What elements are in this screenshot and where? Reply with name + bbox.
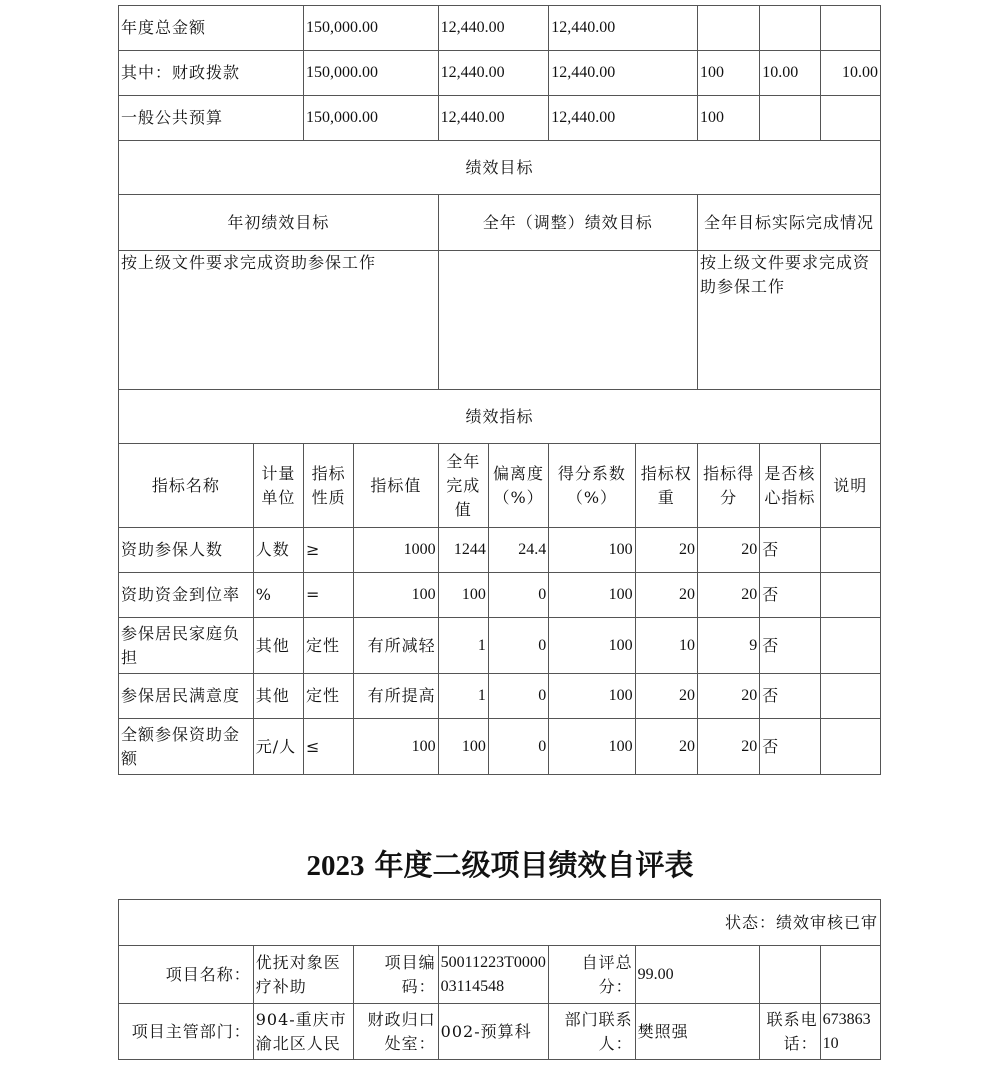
indicator-value: 100: [354, 573, 438, 618]
indicator-unit: %: [253, 573, 303, 618]
table-row: [119, 719, 881, 775]
table-row: [119, 573, 881, 618]
indicator-note: [820, 674, 880, 719]
funding-weight: 10.00: [760, 51, 820, 96]
table-row: [119, 618, 881, 674]
header-score: 指标得分: [697, 444, 759, 528]
indicator-name: 资助资金到位率: [119, 573, 254, 618]
finance-label: 财政归口处室：: [354, 1004, 438, 1060]
indicator-unit: 其他: [253, 674, 303, 719]
status-label: 状态：绩效审核已审: [119, 900, 881, 946]
empty-cell: [760, 946, 820, 1004]
indicator-note: [820, 573, 880, 618]
indicator-nature: ≥: [303, 528, 353, 573]
indicator-weight: 20: [635, 719, 697, 775]
indicator-nature: =: [303, 573, 353, 618]
indicator-coef: 100: [549, 719, 635, 775]
project-code-value: 50011223T000003114548: [438, 946, 549, 1004]
indicator-name: 参保居民满意度: [119, 674, 254, 719]
funding-label: 年度总金额: [119, 6, 304, 51]
phone-value: 67386310: [820, 1004, 880, 1060]
funding-annual: 150,000.00: [303, 96, 438, 141]
indicator-deviation: 0: [488, 618, 548, 674]
funding-annual: 150,000.00: [303, 6, 438, 51]
funding-executed: 12,440.00: [549, 96, 698, 141]
title-year: 2023: [306, 850, 365, 882]
funding-row: [119, 51, 881, 96]
header-coef: 得分系数（%）: [549, 444, 635, 528]
header-indicator-name: 指标名称: [119, 444, 254, 528]
funding-rate: 100: [697, 51, 759, 96]
indicator-deviation: 0: [488, 719, 548, 775]
indicator-name: 参保居民家庭负担: [119, 618, 254, 674]
indicator-unit: 元/人: [253, 719, 303, 775]
indicator-score: 20: [697, 573, 759, 618]
indicator-core: 否: [760, 528, 820, 573]
dept-label: 项目主管部门：: [119, 1004, 254, 1060]
contact-value: 樊照强: [635, 1004, 760, 1060]
funding-row: [119, 96, 881, 141]
indicator-name: 资助参保人数: [119, 528, 254, 573]
funding-score: [820, 6, 880, 51]
indicator-score: 20: [697, 719, 759, 775]
indicator-value: 100: [354, 719, 438, 775]
indicator-weight: 20: [635, 573, 697, 618]
funding-executed: 12,440.00: [549, 6, 698, 51]
funding-annual: 150,000.00: [303, 51, 438, 96]
goals-section-title: 绩效目标: [119, 141, 881, 195]
project-code-label: 项目编码：: [354, 946, 438, 1004]
indicator-note: [820, 528, 880, 573]
indicator-coef: 100: [549, 674, 635, 719]
goals-adjusted-text: [438, 251, 697, 390]
funding-label: 其中：财政拨款: [119, 51, 304, 96]
funding-row: [119, 6, 881, 51]
goals-initial-text: 按上级文件要求完成资助参保工作: [119, 251, 439, 390]
goals-initial-header: 年初绩效目标: [119, 195, 439, 251]
indicator-nature: 定性: [303, 618, 353, 674]
indicator-completed: 1: [438, 618, 488, 674]
indicator-core: 否: [760, 618, 820, 674]
funding-executed: 12,440.00: [549, 51, 698, 96]
indicator-completed: 1: [438, 674, 488, 719]
header-weight: 指标权重: [635, 444, 697, 528]
indicator-deviation: 24.4: [488, 528, 548, 573]
finance-value: 002-预算科: [438, 1004, 549, 1060]
indicators-section-title: 绩效指标: [119, 390, 881, 444]
indicator-unit: 其他: [253, 618, 303, 674]
dept-value: 904-重庆市渝北区人民: [253, 1004, 354, 1060]
indicator-score: 9: [697, 618, 759, 674]
table-row: [119, 674, 881, 719]
project-name-value: 优抚对象医疗补助: [253, 946, 354, 1004]
indicator-value: 有所提高: [354, 674, 438, 719]
header-unit: 计量单位: [253, 444, 303, 528]
funding-adjusted: 12,440.00: [438, 51, 549, 96]
indicator-nature: 定性: [303, 674, 353, 719]
header-core: 是否核心指标: [760, 444, 820, 528]
header-deviation: 偏离度（%）: [488, 444, 548, 528]
funding-adjusted: 12,440.00: [438, 6, 549, 51]
goals-actual-header: 全年目标实际完成情况: [697, 195, 880, 251]
goals-adjusted-header: 全年（调整）绩效目标: [438, 195, 697, 251]
indicator-deviation: 0: [488, 573, 548, 618]
indicator-coef: 100: [549, 573, 635, 618]
indicator-completed: 1244: [438, 528, 488, 573]
funding-weight: [760, 6, 820, 51]
page-title: [0, 843, 1000, 884]
goals-actual-text: 按上级文件要求完成资助参保工作: [697, 251, 880, 390]
funding-weight: [760, 96, 820, 141]
indicator-deviation: 0: [488, 674, 548, 719]
indicator-score: 20: [697, 528, 759, 573]
project-info-table: [118, 899, 881, 1060]
self-score-label: 自评总分：: [549, 946, 635, 1004]
indicator-core: 否: [760, 674, 820, 719]
empty-cell: [820, 946, 880, 1004]
indicators-header-row: [119, 444, 881, 528]
header-note: 说明: [820, 444, 880, 528]
phone-label: 联系电话：: [760, 1004, 820, 1060]
indicator-core: 否: [760, 719, 820, 775]
title-text: 年度二级项目绩效自评表: [364, 848, 694, 882]
header-completed: 全年完成值: [438, 444, 488, 528]
funding-adjusted: 12,440.00: [438, 96, 549, 141]
indicator-note: [820, 719, 880, 775]
funding-rate: [697, 6, 759, 51]
funding-label: 一般公共预算: [119, 96, 304, 141]
indicator-nature: ≤: [303, 719, 353, 775]
funding-rate: 100: [697, 96, 759, 141]
contact-label: 部门联系人：: [549, 1004, 635, 1060]
funding-score: [820, 96, 880, 141]
header-nature: 指标性质: [303, 444, 353, 528]
indicator-weight: 20: [635, 528, 697, 573]
indicator-completed: 100: [438, 573, 488, 618]
funding-score: 10.00: [820, 51, 880, 96]
indicator-completed: 100: [438, 719, 488, 775]
indicator-unit: 人数: [253, 528, 303, 573]
header-value: 指标值: [354, 444, 438, 528]
indicator-coef: 100: [549, 618, 635, 674]
project-name-label: 项目名称：: [119, 946, 254, 1004]
indicator-value: 有所减轻: [354, 618, 438, 674]
indicator-core: 否: [760, 573, 820, 618]
performance-table: [118, 5, 881, 775]
indicator-weight: 10: [635, 618, 697, 674]
indicator-name: 全额参保资助金额: [119, 719, 254, 775]
self-score-value: 99.00: [635, 946, 760, 1004]
indicator-value: 1000: [354, 528, 438, 573]
indicator-weight: 20: [635, 674, 697, 719]
indicator-coef: 100: [549, 528, 635, 573]
indicator-note: [820, 618, 880, 674]
indicator-score: 20: [697, 674, 759, 719]
table-row: [119, 528, 881, 573]
